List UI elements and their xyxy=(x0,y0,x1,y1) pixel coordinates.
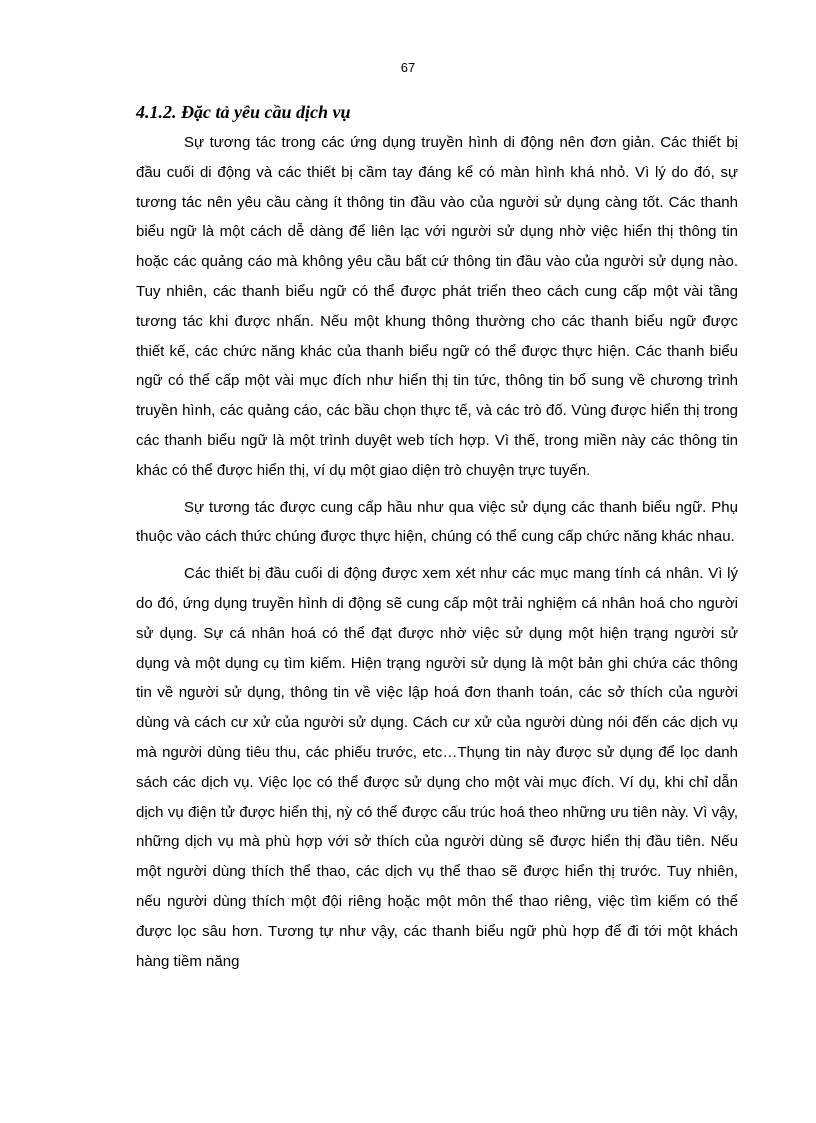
paragraph-1: Sự tương tác trong các ứng dụng truyền hình di động nên đơn giản. Các thiết bị đầu cuối di động và các thiết bị cầm tay đáng kể có màn hình khá nhỏ. Vì lý do đó, sự tương tác nên yêu cầu càng ít thông tin đầu vào của người sử dụng càng tốt. Các thanh biểu ngữ là một cách dễ dàng để liên lạc với người sử dụng nhờ việc hiển thị thông tin hoặc các quảng cáo mà không yêu cầu bất cứ thông tin đầu vào của người sử dụng nào. Tuy nhiên, các thanh biểu ngữ có thể được phát triển theo cách cung cấp một vài tầng tương tác khi được nhấn. Nếu một khung thông thường cho các thanh biểu ngữ được thiết kế, các chức năng khác của thanh biểu ngữ có thể được thực hiện. Các thanh biểu ngữ có thể cấp một vài mục đích như hiển thị tin tức, thông tin bổ sung về chương trình truyền hình, các quảng cáo, các bầu chọn thực tế, và các trò đố. Vùng được hiển thị trong các thanh biểu ngữ là một trình duyệt web tích hợp. Vì thế, trong miền này các thông tin khác có thể được hiển thị, ví dụ một giao diện trò chuyện trực tuyến. xyxy=(136,134,738,479)
body-text xyxy=(136,128,738,976)
page-number: 67 xyxy=(400,60,416,72)
paragraph-3: Các thiết bị đầu cuối di động được xem xét như các mục mang tính cá nhân. Vì lý do đó, ứng dụng truyền hình di động sẽ cung cấp một trải nghiệm cá nhân hoá cho người sử dụng. Sự cá nhân hoá có thể đạt được nhờ việc sử dụng một hiện trạng người sử dụng và một dụng cụ tìm kiếm. Hiện trạng người sử dụng là một bản ghi chứa các thông tin về người sử dụng, thông tin về việc lập hoá đơn thanh toán, các sở thích của người dùng và cách cư xử của người sử dụng. Cách cư xử của người dùng nói đến các dịch vụ mà người dùng tiêu thu, các phiếu trước, etc…Thụng tin này được sử dụng để lọc danh sách các dịch vụ. Việc lọc có thể được sử dụng cho một vài mục đích. Ví dụ, khi chỉ dẫn dịch vụ điện tử được hiển thị, nỳ có thể được cấu trúc hoá theo những ưu tiên này. Vì vậy, những dịch vụ mà phù hợp với sở thích của người dùng sẽ được hiển thị đầu tiên. Nếu một người dùng thích thể thao, các dịch vụ thể thao sẽ được hiển thị trước. Tuy nhiên, nếu người dùng thích một đội riêng hoặc một môn thể thao riêng, việc tìm kiếm có thể được lọc sâu hơn. Tương tự như vậy, các thanh biểu ngữ phù hợp để đi tới một khách hàng tiềm năng xyxy=(136,565,738,970)
paragraph-2: Sự tương tác được cung cấp hầu như qua việc sử dụng các thanh biểu ngữ. Phụ thuộc vào cách thức chúng được thực hiện, chúng có thể cung cấp chức năng khác nhau. xyxy=(136,498,738,546)
section-heading: 4.1.2. Đặc tả yêu cầu dịch vụ xyxy=(136,102,351,122)
